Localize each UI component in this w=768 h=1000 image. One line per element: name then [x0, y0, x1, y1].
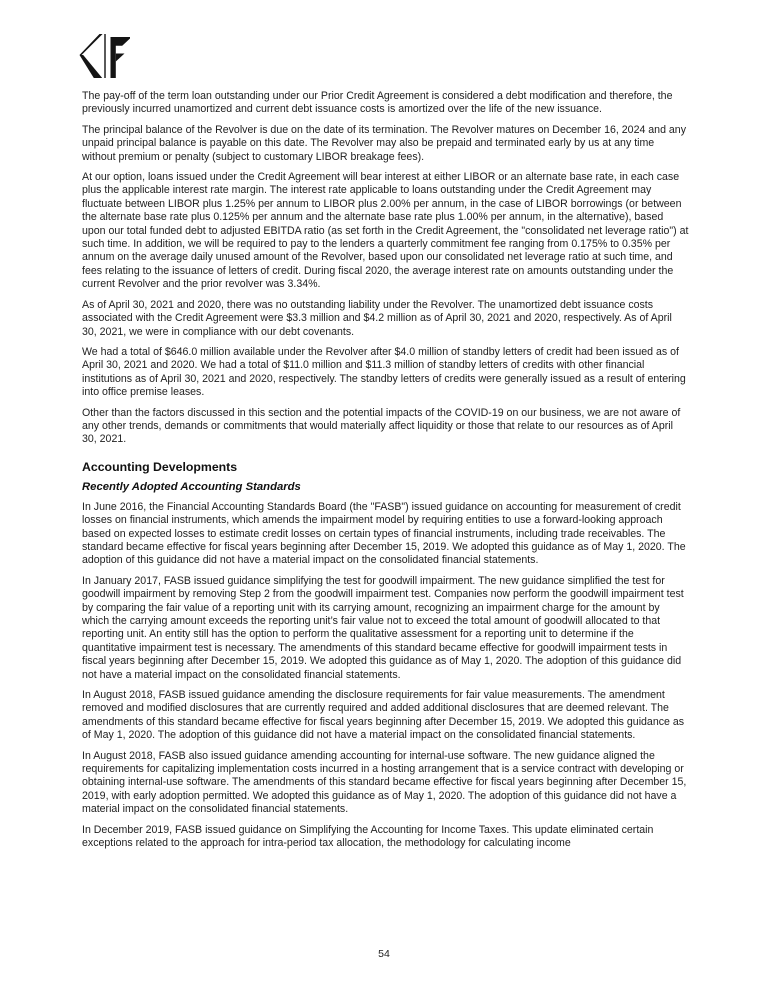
paragraph-december-2019-income-taxes: In December 2019, FASB issued guidance on Simplifying the Accounting for Income Taxes. This update eliminated certain exceptions related to the approach for intra-period tax allocation, the methodology for calculating income	[82, 823, 654, 850]
paragraph-june-2016-fasb: In June 2016, the Financial Accounting Standards Board (the "FASB") issued guidance on accounting for measurement of credit losses on financial instruments, which amends the impairment model by requiring entities to use a forward-looking approach based on expected losses to estimate credit losses on certain types of financial instruments, including trade receivables. The standard became effective for fiscal years beginning after December 15, 2019. We adopted this guidance as of May 1, 2020. The adoption of this guidance did not have a material impact on the consolidated financial statements.	[82, 500, 686, 567]
paragraph-january-2017-fasb: In January 2017, FASB issued guidance simplifying the test for goodwill impairment. The new guidance simplified the test for goodwill impairment by removing Step 2 from the goodwill impairment test. Companies now perform the goodwill impairment test by comparing the fair value of a reporting unit with its carrying amount, recognizing an impairment charge for the amount by which the carrying amount exceeds the reporting unit’s fair value not to exceed the total amount of goodwill allocated to that reporting unit. An entity still has the option to perform the qualitative assessment for a reporting unit to determine if the quantitative impairment test is necessary. The amendments of this standard became effective for goodwill impairment tests in fiscal years beginning after December 15, 2019. We adopted this guidance as of May 1, 2020. The adoption of this guidance did not have a material impact on the consolidated financial statements.	[82, 574, 684, 681]
page-content	[82, 90, 689, 858]
paragraph-august-2018-fair-value: In August 2018, FASB issued guidance amending the disclosure requirements for fair value measurements. The amendment removed and modified disclosures that are currently required and added additional disclosures that are deemed relevant. The amendments of this standard became effective for fiscal years beginning after December 15, 2019. We adopted this guidance as of May 1, 2020. The adoption of this guidance did not have a material impact on the consolidated financial statements.	[82, 689, 685, 742]
page-number: 54	[378, 948, 390, 960]
paragraph-standby-letters: We had a total of $646.0 million available under the Revolver after $4.0 million of standby letters of credit had been issued as of April 30, 2021 and 2020. We had a total of $11.0 million and $11.3 million of standby letters of credits with other financial institutions as of April 30, 2021 and 2020, respectively. The standby letters of credits were generally issued as a result of entering into office premise leases.	[82, 345, 686, 399]
paragraph-interest-rates: At our option, loans issued under the Credit Agreement will bear interest at either LIBOR or an alternate base rate, in each case plus the applicable interest rate margin. The interest rate applicable to loans outstanding under the Credit Agreement may fluctuate between LIBOR plus 1.25% per annum to LIBOR plus 2.00% per annum, in the case of LIBOR borrowings (or between the alternate base rate plus 0.125% per annum and the alternate base rate plus 1.00% per annum, in the alternative), based upon our total funded debt to adjusted EBITDA ratio (as set forth in the Credit Agreement, the "consolidated net leverage ratio") at such time. In addition, we will be required to pay to the lenders a quarterly commitment fee ranging from 0.175% to 0.35% per annum on the average daily unused amount of the Revolver, based upon our consolidated net leverage ratio at such time, and fees relating to the issuance of letters of credit. During fiscal 2020, the average interest rate on amounts outstanding under the current Revolver and the prior revolver was 3.34%.	[82, 171, 689, 291]
paragraph-other-factors: Other than the factors discussed in this section and the potential impacts of the COVID-19 on our business, we are not aware of any other trends, demands or commitments that would materially affect liquidity or those that relate to our resources as of April 30, 2021.	[82, 406, 681, 446]
section-heading-accounting-developments: Accounting Developments	[82, 459, 238, 474]
kf-monogram-icon	[78, 34, 130, 78]
paragraph-august-2018-software: In August 2018, FASB also issued guidance amending accounting for internal-use software. The new guidance aligned the requirements for capitalizing implementation costs incurred in a hosting arrangement that is a service contract with developing or obtaining internal-use software. The amendments of this standard became effective for fiscal years beginning after December 15, 2019, with early adoption permitted. We adopted this guidance as of May 1, 2020. The adoption of this guidance did not have a material impact on the consolidated financial statements.	[82, 749, 687, 816]
section-subheading-recently-adopted: Recently Adopted Accounting Standards	[82, 480, 301, 493]
korn-ferry-logo	[78, 34, 130, 78]
paragraph-outstanding-liability: As of April 30, 2021 and 2020, there was no outstanding liability under the Revolver. The unamortized debt issuance costs associated with the Credit Agreement were $3.3 million and $4.2 million as of April 30, 2021 and 2020, respectively. As of April 30, 2021, we were in compliance with our debt covenants.	[82, 298, 672, 338]
paragraph-revolver-principal: The principal balance of the Revolver is due on the date of its termination. The Revolver matures on December 16, 2024 and any unpaid principal balance is payable on this date. The Revolver may also be prepaid and terminated early by us at any time without premium or penalty (subject to customary LIBOR breakage fees).	[82, 123, 686, 163]
paragraph-payoff-term-loan: The pay-off of the term loan outstanding under our Prior Credit Agreement is considered a debt modification and therefore, the previously incurred unamortized and current debt issuance costs is amortized over the life of the new issuance.	[82, 90, 673, 116]
